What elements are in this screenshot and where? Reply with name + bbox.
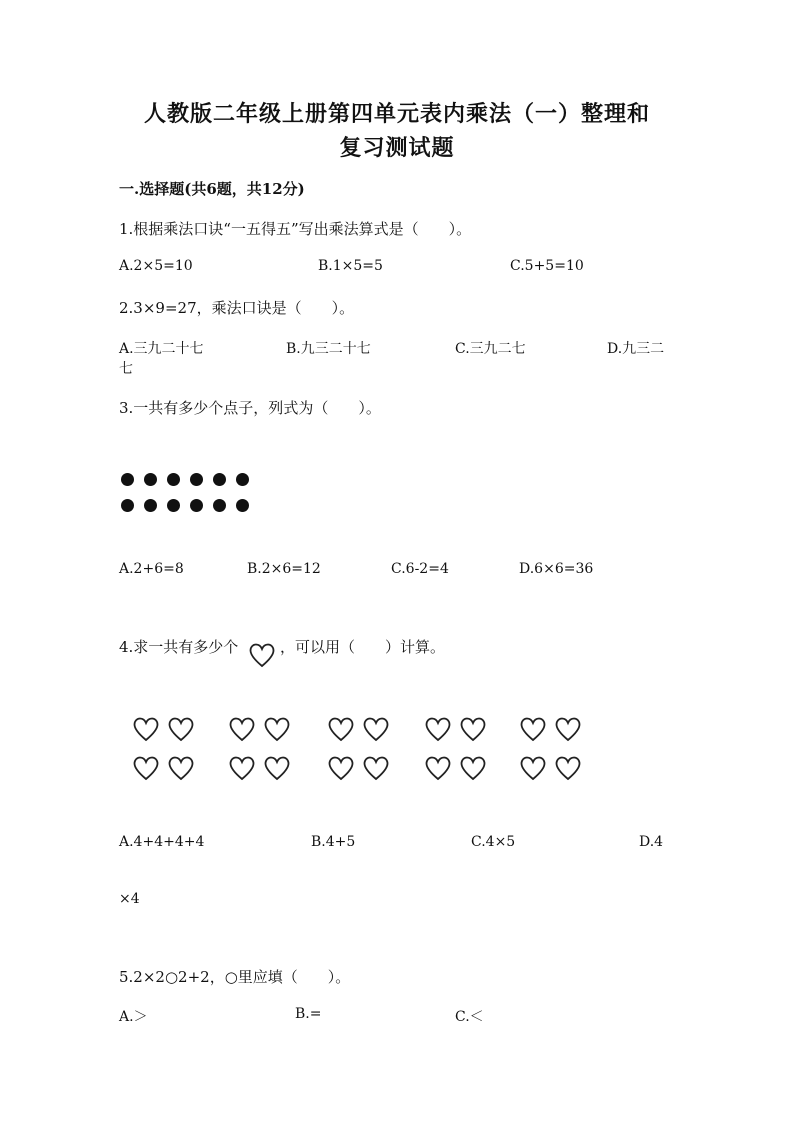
- heart-icon: [170, 719, 193, 741]
- heart-icon: [557, 719, 580, 741]
- question-1-option-b: B.1×5=5: [318, 258, 383, 274]
- heart-icon: [266, 758, 289, 780]
- heart-group: [330, 719, 388, 780]
- heart-icon: [249, 640, 275, 672]
- question-2-stem: 2.3×9=27，乘法口诀是（ ）。: [119, 299, 355, 317]
- question-1-option-a: A.2×5=10: [119, 258, 193, 274]
- question-5-option-c: C.＜: [455, 1009, 484, 1025]
- heart-icon: [330, 719, 353, 741]
- heart-icon: [170, 758, 193, 780]
- heart-icon: [522, 719, 545, 741]
- heart-icon: [427, 719, 450, 741]
- question-3-option-c: C.6-2=4: [391, 561, 449, 577]
- dot: [213, 499, 226, 512]
- section-heading: 一.选择题(共6题，共12分): [119, 180, 305, 198]
- question-5-stem: 5.2×2○2+2，○里应填（ ）。: [119, 968, 351, 986]
- heart-icon: [266, 719, 289, 741]
- heart-icon: [557, 758, 580, 780]
- doc-title-line-1: 人教版二年级上册第四单元表内乘法（一）整理和: [143, 101, 650, 127]
- heart-icon: [462, 758, 485, 780]
- heart-icon: [365, 719, 388, 741]
- question-2-option-d-wrap: 七: [119, 361, 133, 377]
- heart-icon: [135, 758, 158, 780]
- dot: [190, 473, 203, 486]
- heart-group: [522, 719, 580, 780]
- question-4-stem-before: 4.求一共有多少个: [119, 638, 239, 656]
- heart-icon: [135, 719, 158, 741]
- question-5-option-b: B.=: [295, 1006, 322, 1022]
- heart-group: [427, 719, 485, 780]
- dot: [144, 499, 157, 512]
- heart-group: [135, 719, 193, 780]
- question-2-option-d: D.九三二: [607, 341, 665, 357]
- heart-icon: [330, 758, 353, 780]
- question-2-option-a: A.三九二十七: [119, 341, 204, 357]
- dot: [190, 499, 203, 512]
- dot: [213, 473, 226, 486]
- question-3-option-a: A.2+6=8: [119, 561, 184, 577]
- dot: [236, 473, 249, 486]
- question-4-option-c: C.4×5: [471, 834, 516, 850]
- dot: [236, 499, 249, 512]
- heart-icon: [231, 719, 254, 741]
- dot: [167, 473, 180, 486]
- question-2-option-c: C.三九二七: [455, 341, 526, 357]
- question-4-option-b: B.4+5: [311, 834, 356, 850]
- dot: [121, 499, 134, 512]
- question-2-option-b: B.九三二十七: [286, 341, 371, 357]
- heart-icon: [365, 758, 388, 780]
- question-4-option-d-wrap: ×4: [119, 891, 140, 907]
- dot: [121, 473, 134, 486]
- question-1-option-c: C.5+5=10: [510, 258, 584, 274]
- heart-icon: [462, 719, 485, 741]
- dot: [167, 499, 180, 512]
- question-4-option-d: D.4: [639, 834, 664, 850]
- question-3-option-d: D.6×6=36: [519, 561, 594, 577]
- question-5-option-a: A.＞: [119, 1009, 148, 1025]
- doc-title-line-2: 复习测试题: [339, 135, 455, 161]
- question-1-stem: 1.根据乘法口诀“一五得五”写出乘法算式是（ ）。: [119, 220, 472, 238]
- heart-icon: [427, 758, 450, 780]
- question-4-stem-after: ，可以用（ ）计算。: [280, 638, 446, 656]
- dot: [144, 473, 157, 486]
- heart-icon: [522, 758, 545, 780]
- question-3-stem: 3.一共有多少个点子，列式为（ ）。: [119, 399, 381, 417]
- heart-group: [231, 719, 289, 780]
- question-4-option-a: A.4+4+4+4: [119, 834, 205, 850]
- heart-icon: [231, 758, 254, 780]
- question-3-option-b: B.2×6=12: [247, 561, 321, 577]
